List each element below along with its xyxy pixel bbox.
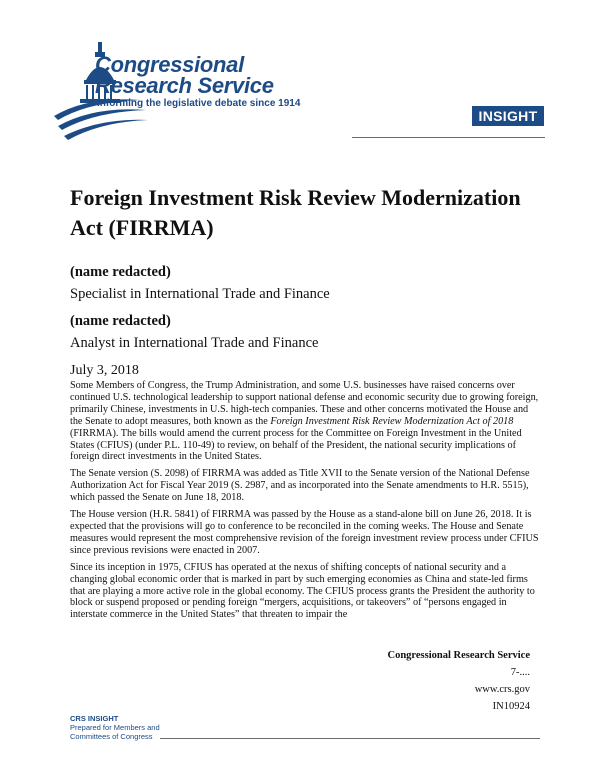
footer-rule bbox=[160, 738, 540, 739]
footer-code: 7-.... bbox=[510, 667, 530, 678]
body-text bbox=[70, 380, 540, 626]
footer-org: Congressional Research Service bbox=[387, 650, 530, 661]
document-title: Foreign Investment Risk Review Modernization Act (FIRRMA) bbox=[70, 185, 521, 240]
org-name-line1: Congressional bbox=[95, 52, 244, 77]
author-name: (name redacted) bbox=[70, 313, 171, 329]
author-block-2 bbox=[70, 312, 318, 352]
footer-report-id: IN10924 bbox=[492, 701, 530, 712]
crs-insight-label: CRS INSIGHT bbox=[70, 714, 119, 723]
prepared-for-line1: Prepared for Members and bbox=[70, 723, 160, 732]
prepared-for-line2: Committees of Congress bbox=[70, 732, 153, 741]
insight-badge: INSIGHT bbox=[472, 106, 544, 126]
crs-insight-footer bbox=[70, 714, 160, 741]
author-block-1 bbox=[70, 263, 330, 303]
paragraph: Since its inception in 1975, CFIUS has operated at the nexus of shifting concepts of national security and a changing global economic order that is marked in part by such emerging economies as China and state-led firms that are playing a more active role in the global economy. The CFIUS process grants the President the authority to block or suspend proposed or pending foreign “mergers, acquisitions, or takeovers” of “persons engaged in interstate commerce in the United States” that threaten to impair the bbox=[70, 561, 535, 621]
author-role: Analyst in International Trade and Finance bbox=[70, 335, 319, 351]
bill-title-italic: Foreign Investment Risk Review Modernization Act of 2018 bbox=[270, 415, 514, 427]
author-role: Specialist in International Trade and Finance bbox=[70, 286, 330, 302]
publication-date: July 3, 2018 bbox=[70, 363, 139, 378]
footer-website[interactable]: www.crs.gov bbox=[474, 684, 530, 695]
paragraph: Some Members of Congress, the Trump Administration, and some U.S. businesses have raised concerns over continued U.S. technological leadership to support national defense and economic security due to growing foreign, primarily Chinese, investments in U.S. high-tech companies. These and other concerns motivated the House and the Senate to adopt measures, both known as the Foreign Investment Risk Review Modernization Act of 2018 (FIRRMA). The bills would amend the current process for the Committee on Foreign Investment in the United States (CFIUS) (under P.L. 110-49) to review, on behalf of the President, the national security implications of foreign direct investments in the United States. bbox=[70, 380, 539, 463]
author-name: (name redacted) bbox=[70, 264, 171, 280]
paragraph: The Senate version (S. 2098) of FIRRMA was added as Title XVII to the Senate version of the National Defense Authorization Act for Fiscal Year 2019 (S. 2987, and as incorporated into the Senate amendments to H.R. 5515), which passed the Senate on June 18, 2018. bbox=[70, 468, 530, 504]
org-name-line2: Research Service bbox=[95, 73, 274, 98]
org-tagline: Informing the legislative debate since 1914 bbox=[97, 98, 301, 109]
header-rule bbox=[352, 137, 545, 138]
paragraph: The House version (H.R. 5841) of FIRRMA was passed by the House as a stand-alone bill on June 26, 2018. It is expected that the provisions will go to conference to be reconciled in the coming weeks. The House and Senate measures would represent the most comprehensive revision of the foreign investment review process under CFIUS since previous revisions were enacted in 2007. bbox=[70, 509, 539, 556]
page-footer bbox=[387, 647, 530, 715]
